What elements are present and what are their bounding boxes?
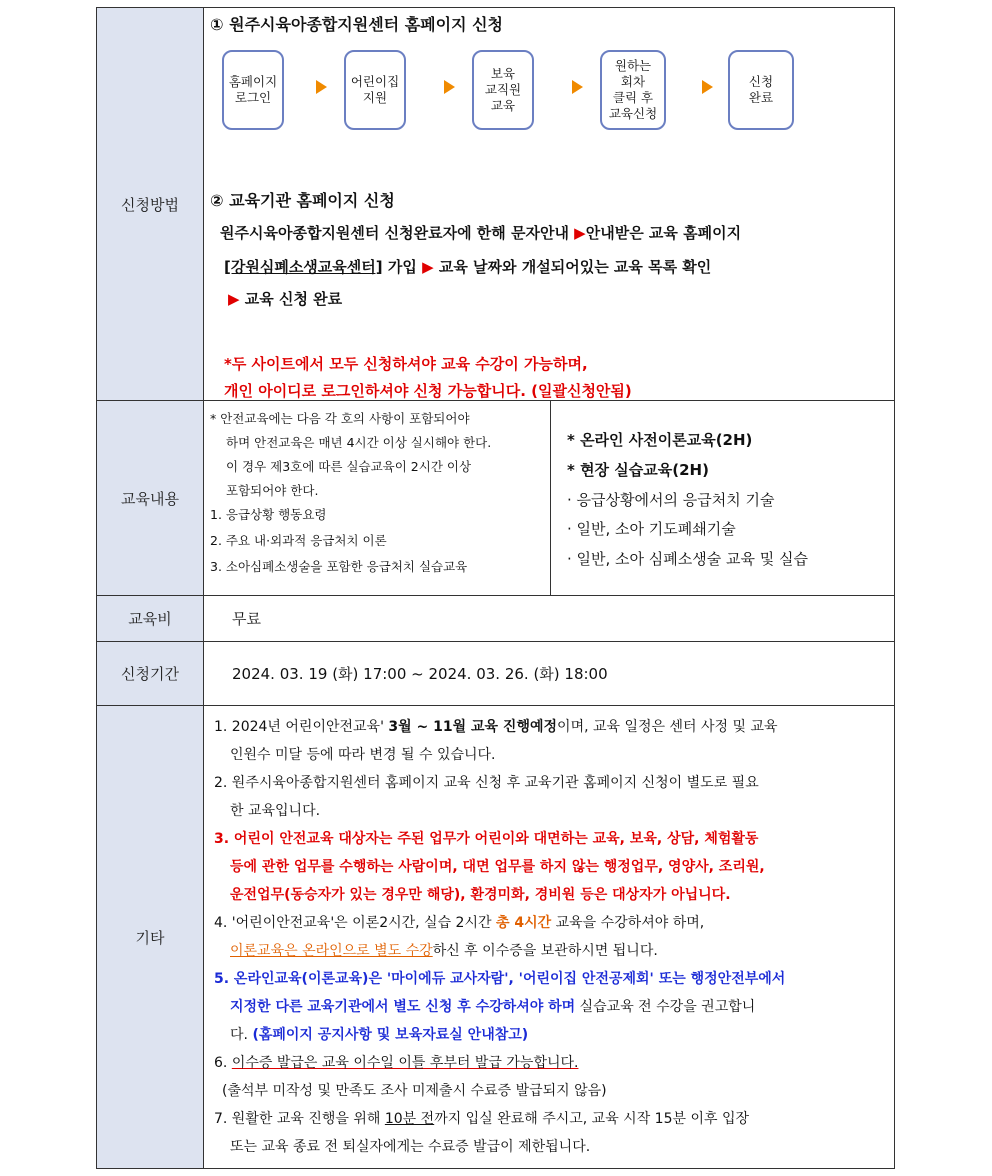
etc-line-1: 1. 2024년 어린이안전교육' 3월 ~ 11월 교육 진행예정이며, 교육 일정은 센터 사정 및 교육	[214, 719, 778, 735]
step1-title: ① 원주시육아종합지원센터 홈페이지 신청	[210, 15, 504, 34]
fee-value: 무료	[204, 596, 895, 642]
step2-line2: [강원심폐소생교육센터] 가입 ▶ 교육 날짜와 개설되어있는 교육 목록 확인	[224, 258, 712, 276]
etc-line-13: 6. 이수증 발급은 교육 이수일 이틀 후부터 발급 가능합니다.	[214, 1055, 579, 1071]
step2-title: ② 교육기관 홈페이지 신청	[210, 191, 395, 210]
course-item: · 일반, 소아 기도폐쇄기술	[567, 520, 736, 538]
etc-line-8: 4. '어린이안전교육'은 이론2시간, 실습 2시간 총 4시간 교육을 수강하셔야 하며,	[214, 915, 705, 931]
info-table	[96, 7, 895, 1169]
content-row	[97, 401, 895, 596]
flow-step-complete: 신청 완료	[728, 50, 794, 130]
flow-step-apply: 원하는 회차 클릭 후 교육신청	[600, 50, 666, 130]
etc-line-14: (출석부 미작성 및 만족도 조사 미제출시 수료증 발급되지 않음)	[222, 1083, 607, 1099]
application-flow	[222, 50, 812, 135]
etc-row	[97, 706, 895, 1169]
etc-line-2: 인원수 미달 등에 따라 변경 될 수 있습니다.	[230, 747, 496, 763]
course-list	[551, 401, 894, 595]
step2-line3: ▶ 교육 신청 완료	[228, 290, 343, 308]
legal-line: 하며 안전교육은 매년 4시간 이상 실시해야 한다.	[226, 435, 492, 450]
notice-line1: *두 사이트에서 모두 신청하셔야 교육 수강이 가능하며,	[224, 355, 588, 373]
legal-line: * 안전교육에는 다음 각 호의 사항이 포함되어야	[210, 411, 470, 426]
period-value: 2024. 03. 19 (화) 17:00 ~ 2024. 03. 26. (화) 18:00	[204, 642, 895, 706]
fee-row	[97, 596, 895, 642]
etc-line-6: 등에 관한 업무를 수행하는 사람이며, 대면 업무를 하지 않는 행정업무, 영양사, 조리원,	[230, 859, 765, 875]
red-arrow-icon: ▶	[422, 258, 434, 276]
arrow-icon	[572, 80, 583, 94]
legal-line: 이 경우 제3호에 따른 실습교육이 2시간 이상	[226, 459, 472, 474]
course-item: * 현장 실습교육(2H)	[567, 461, 709, 479]
red-arrow-icon: ▶	[228, 290, 240, 308]
legal-requirements	[204, 401, 551, 595]
legal-item: 3. 소아심폐소생술을 포함한 응급처치 실습교육	[210, 559, 468, 574]
course-item: * 온라인 사전이론교육(2H)	[567, 431, 753, 449]
etc-line-16: 또는 교육 종료 전 퇴실자에게는 수료증 발급이 제한됩니다.	[230, 1139, 591, 1155]
method-header: 신청방법	[97, 8, 204, 401]
notice-line2: 개인 아이디로 로그인하셔야 신청 가능합니다. (일괄신청안됨)	[224, 382, 632, 400]
red-arrow-icon: ▶	[574, 224, 586, 242]
etc-line-15: 7. 원활한 교육 진행을 위해 10분 전까지 입실 완료해 주시고, 교육 시작 15분 이후 입장	[214, 1111, 750, 1127]
step2-line1: 원주시육아종합지원센터 신청완료자에 한해 문자안내 ▶안내받은 교육 홈페이지	[220, 224, 742, 242]
legal-line: 포함되어야 한다.	[226, 483, 319, 498]
fee-header: 교육비	[97, 596, 204, 642]
flow-step-login: 홈페이지 로그인	[222, 50, 284, 130]
etc-line-5: 3. 어린이 안전교육 대상자는 주된 업무가 어린이와 대면하는 교육, 보육, 상담, 체험활동	[214, 831, 759, 847]
etc-line-12: 다. (홈페이지 공지사항 및 보육자료실 안내참고)	[230, 1027, 529, 1043]
period-row	[97, 642, 895, 706]
content-header: 교육내용	[97, 401, 204, 596]
etc-header: 기타	[97, 706, 204, 1169]
etc-line-9: 이론교육은 온라인으로 별도 수강하신 후 이수증을 보관하시면 됩니다.	[230, 943, 658, 959]
etc-line-10: 5. 온라인교육(이론교육)은 '마이에듀 교사자람', '어린이집 안전공제회' 또는 행정안전부에서	[214, 971, 786, 987]
legal-item: 1. 응급상황 행동요령	[210, 507, 327, 522]
arrow-icon	[702, 80, 713, 94]
course-item: · 응급상황에서의 응급처치 기술	[567, 491, 775, 509]
etc-line-11: 지정한 다른 교육기관에서 별도 신청 후 수강하셔야 하며 실습교육 전 수강을 권고합니	[230, 999, 756, 1015]
flow-step-education: 보육 교직원 교육	[472, 50, 534, 130]
arrow-icon	[316, 80, 327, 94]
arrow-icon	[444, 80, 455, 94]
period-header: 신청기간	[97, 642, 204, 706]
etc-line-4: 한 교육입니다.	[230, 803, 321, 819]
etc-line-7: 운전업무(동승자가 있는 경우만 해당), 환경미화, 경비원 등은 대상자가 아닙니다.	[230, 887, 731, 903]
legal-item: 2. 주요 내·외과적 응급처치 이론	[210, 533, 387, 548]
flow-step-daycare: 어린이집 지원	[344, 50, 406, 130]
course-item: · 일반, 소아 심폐소생술 교육 및 실습	[567, 550, 809, 568]
etc-line-3: 2. 원주시육아종합지원센터 홈페이지 교육 신청 후 교육기관 홈페이지 신청이 별도로 필요	[214, 775, 759, 791]
method-row	[97, 8, 895, 401]
